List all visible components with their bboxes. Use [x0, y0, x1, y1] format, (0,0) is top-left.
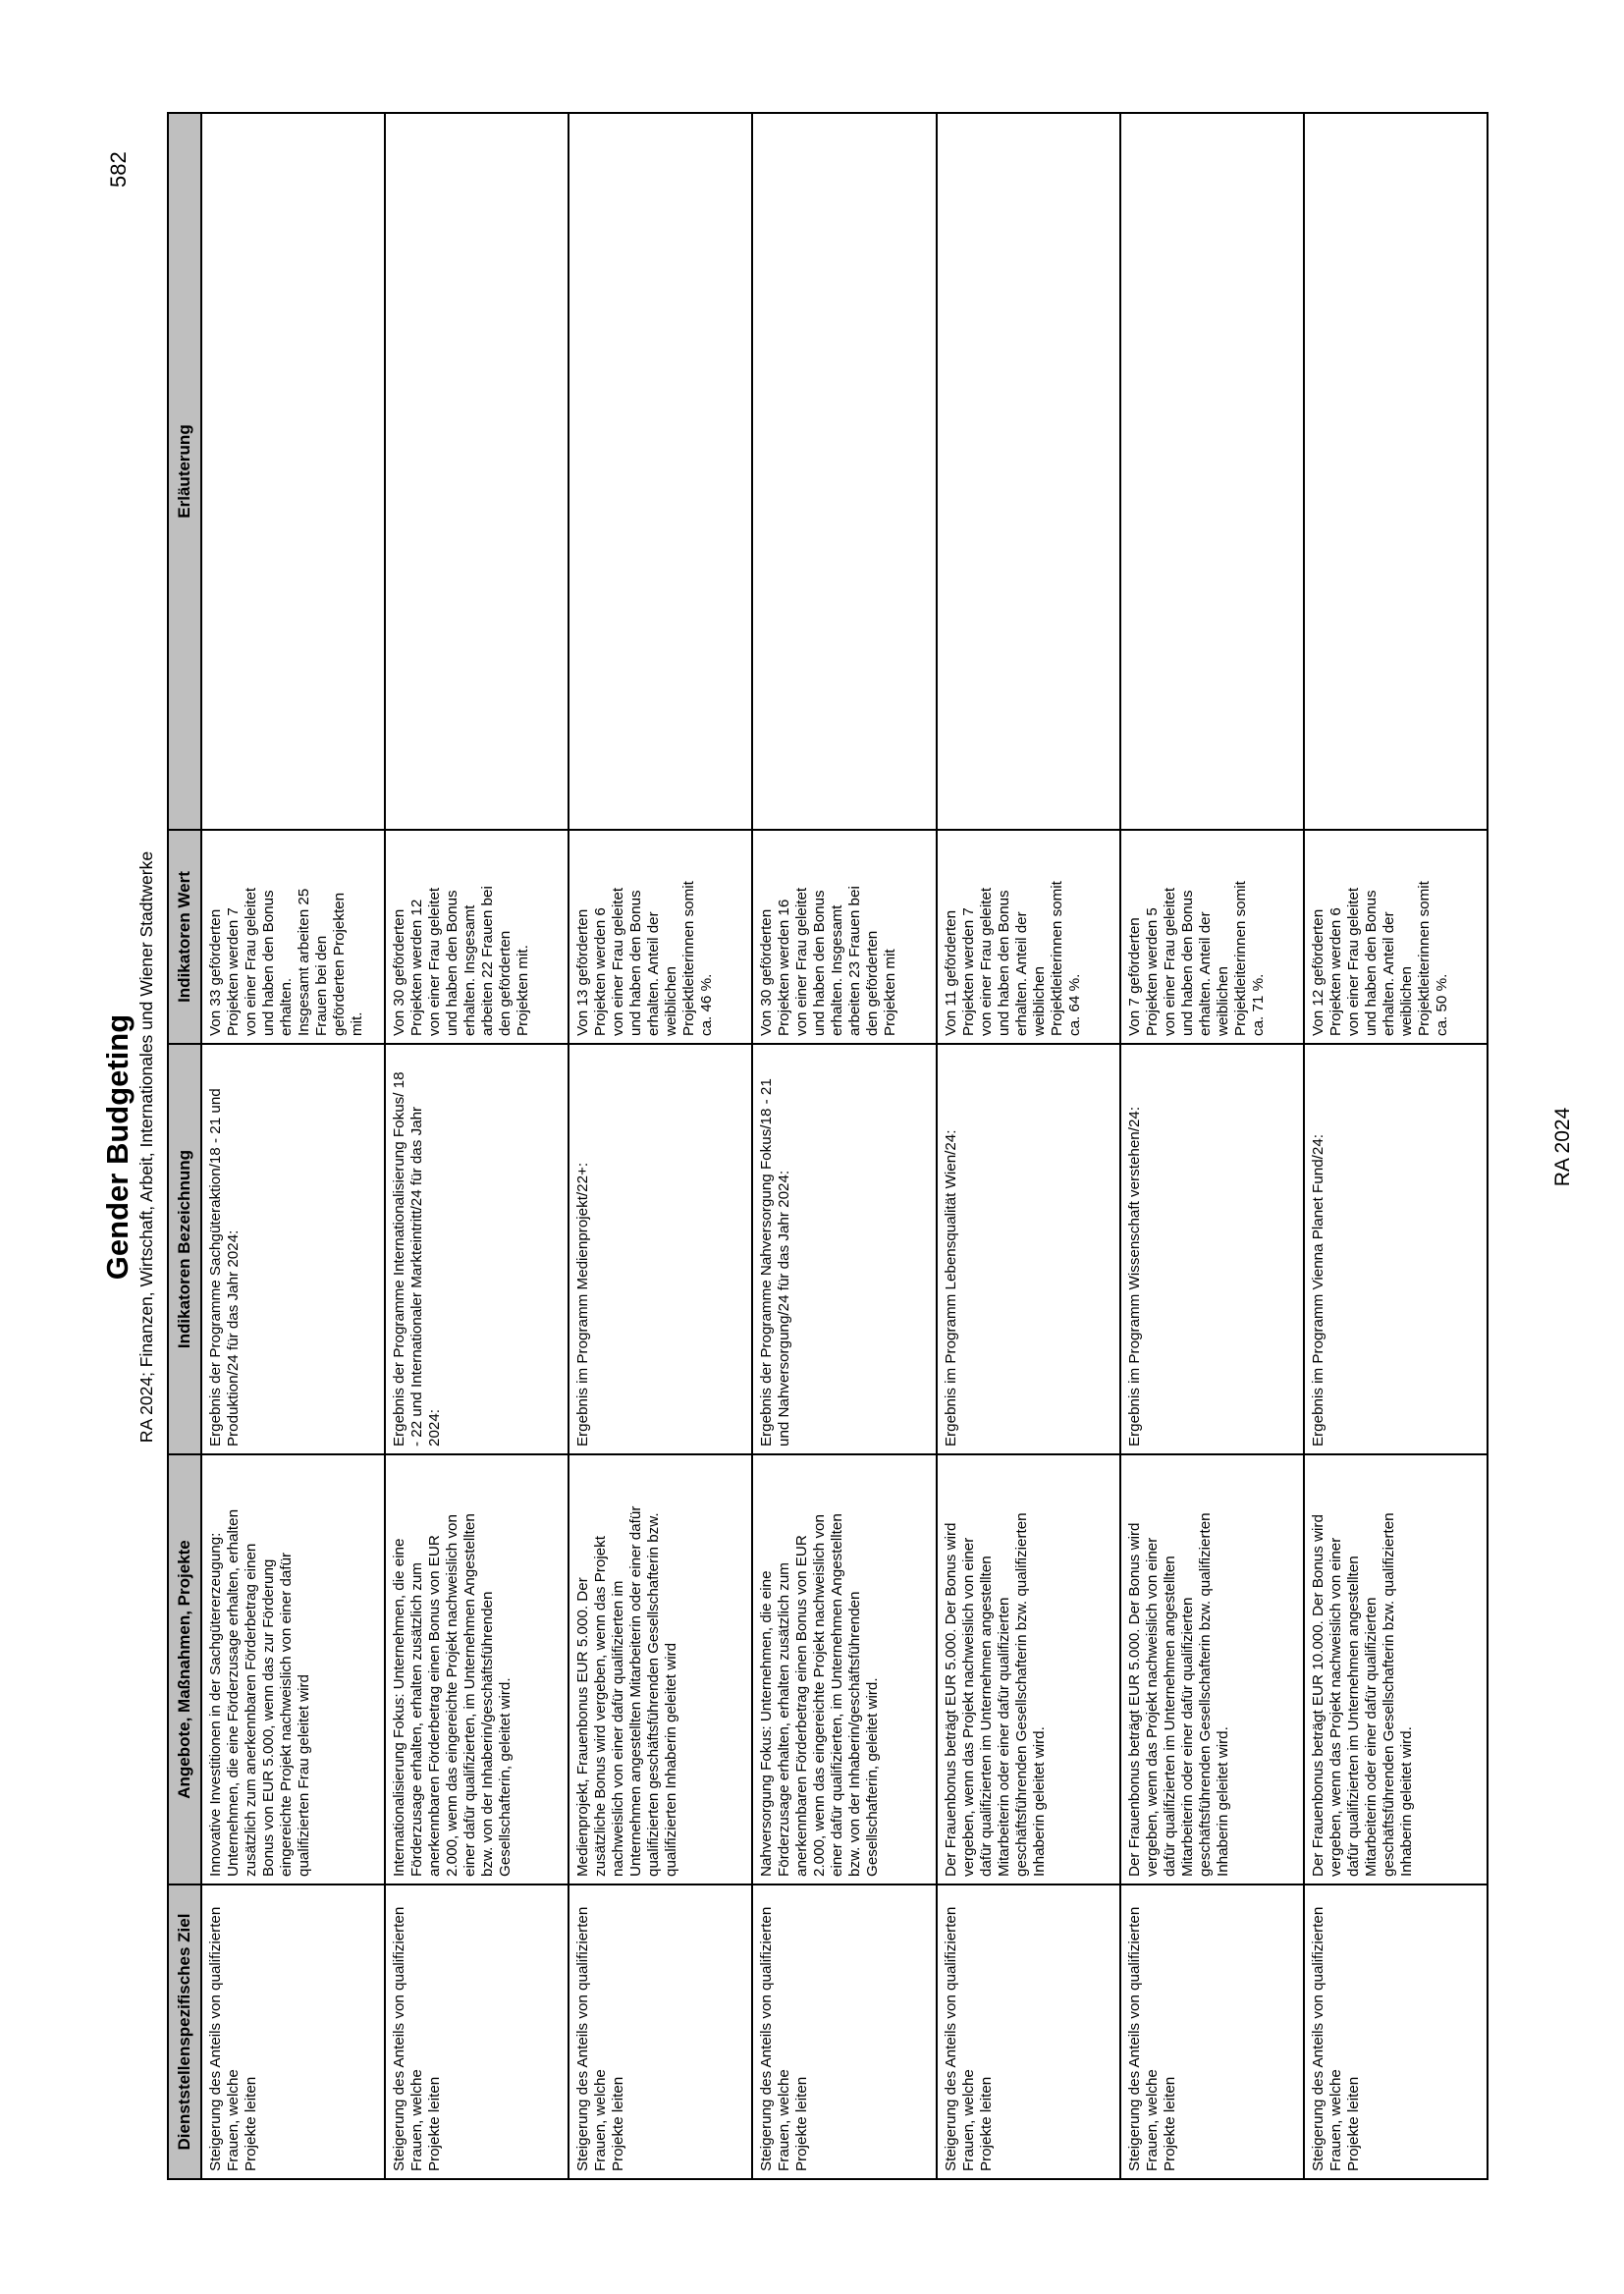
cell-angebote: Medienprojekt, Frauenbonus EUR 5.000. Der zusätzliche Bonus wird vergeben, wenn das Projekt nachweislich von einer dafür qualifizierten im Unternehmen angestellten Mitarbeiterin oder einer dafür qualifizierten geschäftsführenden Gesellschafterin bzw. qualifizierten Inhaberin geleitet wird — [568, 1454, 752, 1884]
cell-ziel: Steigerung des Anteils von qualifizierten Frauen, welche Projekte leiten — [937, 1884, 1120, 2179]
table-row — [1120, 113, 1304, 2179]
cell-angebote: Internationalisierung Fokus: Unternehmen, die eine Förderzusage erhalten, erhalten zusätzlich zum anerkennbaren Förderbetrag einen Bonus von EUR 2.000, wenn das eingereichte Projekt nachweislich von einer dafür qualifizierten, im Unternehmen Angestellten bzw. von der Inhaberin/geschäftsführenden Gesellschafterin, geleitet wird. — [385, 1454, 568, 1884]
cell-erlaeuterung — [937, 113, 1120, 830]
cell-angebote: Der Frauenbonus beträgt EUR 5.000. Der Bonus wird vergeben, wenn das Projekt nachweislich von einer dafür qualifizierten im Unternehmen angestellten Mitarbeiterin oder einer dafür qualifizierten geschäftsführenden Gesellschafterin bzw. qualifizierten Inhaberin geleitet wird. — [1120, 1454, 1304, 1884]
table-row — [1304, 113, 1488, 2179]
cell-erlaeuterung — [568, 113, 752, 830]
cell-wert: Von 12 geförderten Projekten werden 6 von einer Frau geleitet und haben den Bonus erhalten. Anteil der weiblichen Projektleiterinnen somit ca. 50 %. — [1304, 830, 1488, 1044]
table-row — [568, 113, 752, 2179]
cell-angebote: Innovative Investitionen in der Sachgütererzeugung: Unternehmen, die eine Förderzusage erhalten, erhalten zusätzlich zum anerkennbaren Förderbetrag einen Bonus von EUR 5.000, wenn das zur Förderung eingereichte Projekt nachweislich von einer dafür qualifizierten Frau geleitet wird — [201, 1454, 385, 1884]
cell-bezeichnung: Ergebnis im Programm Lebensqualität Wien/24: — [937, 1044, 1120, 1454]
document-subtitle: RA 2024; Finanzen, Wirtschaft, Arbeit, Internationales und Wiener Stadtwerke — [136, 850, 156, 1444]
gender-budgeting-table — [167, 112, 1489, 2180]
cell-erlaeuterung — [1304, 113, 1488, 830]
cell-bezeichnung: Ergebnis im Programm Medienprojekt/22+: — [568, 1044, 752, 1454]
cell-angebote: Nahversorgung Fokus: Unternehmen, die eine Förderzusage erhalten, erhalten zusätzlich zum anerkennbaren Förderbetrag einen Bonus von EUR 2.000, wenn das eingereichte Projekt nachweislich von einer dafür qualifizierten, im Unternehmen Angestellten bzw. von der Inhaberin/geschäftsführenden Gesellschafterin, geleitet wird. — [752, 1454, 936, 1884]
cell-ziel: Steigerung des Anteils von qualifizierten Frauen, welche Projekte leiten — [1304, 1884, 1488, 2179]
cell-wert: Von 13 geförderten Projekten werden 6 von einer Frau geleitet und haben den Bonus erhalten. Anteil der weiblichen Projektleiterinnen somit ca. 46 %. — [568, 830, 752, 1044]
cell-wert: Von 30 geförderten Projekten werden 12 von einer Frau geleitet und haben den Bonus erhalten. Insgesamt arbeiten 22 Frauen bei den geförderten Projekten mit. — [385, 830, 568, 1044]
table-row — [752, 113, 936, 2179]
cell-angebote: Der Frauenbonus beträgt EUR 5.000. Der Bonus wird vergeben, wenn das Projekt nachweislich von einer dafür qualifizierten im Unternehmen angestellten Mitarbeiterin oder einer dafür qualifizierten geschäftsführenden Gesellschafterin bzw. qualifizierten Inhaberin geleitet wird. — [937, 1454, 1120, 1884]
table-header-row — [168, 113, 201, 2179]
cell-bezeichnung: Ergebnis der Programme Nahversorgung Fokus/18 - 21 und Nahversorgung/24 für das Jahr 2024: — [752, 1044, 936, 1454]
column-header-wert: Indikatoren Wert — [168, 830, 201, 1044]
cell-angebote: Der Frauenbonus beträgt EUR 10.000. Der Bonus wird vergeben, wenn das Projekt nachweislich von einer dafür qualifizierten im Unternehmen angestellten Mitarbeiterin oder einer dafür qualifizierten geschäftsführenden Gesellschafterin bzw. qualifizierten Inhaberin geleitet wird. — [1304, 1454, 1488, 1884]
cell-wert: Von 30 geförderten Projekten werden 16 von einer Frau geleitet und haben den Bonus erhalten. Insgesamt arbeiten 23 Frauen bei den geförderten Projekten mit — [752, 830, 936, 1044]
cell-bezeichnung: Ergebnis im Programm Vienna Planet Fund/24: — [1304, 1044, 1488, 1454]
cell-wert: Von 33 geförderten Projekten werden 7 von einer Frau geleitet und haben den Bonus erhalten. Insgesamt arbeiten 25 Frauen bei den geförderten Projekten mit. — [201, 830, 385, 1044]
table-row — [385, 113, 568, 2179]
cell-wert: Von 11 geförderten Projekten werden 7 von einer Frau geleitet und haben den Bonus erhalten. Anteil der weiblichen Projektleiterinnen somit ca. 64 %. — [937, 830, 1120, 1044]
cell-erlaeuterung — [752, 113, 936, 830]
cell-bezeichnung: Ergebnis der Programme Sachgüteraktion/18 - 21 und Produktion/24 für das Jahr 2024: — [201, 1044, 385, 1454]
table-row — [937, 113, 1120, 2179]
table-row — [201, 113, 385, 2179]
document-header — [100, 0, 157, 2294]
cell-erlaeuterung — [385, 113, 568, 830]
cell-erlaeuterung — [1120, 113, 1304, 830]
document-title: Gender Budgeting — [100, 1013, 135, 1281]
cell-ziel: Steigerung des Anteils von qualifizierten Frauen, welche Projekte leiten — [568, 1884, 752, 2179]
cell-bezeichnung: Ergebnis im Programm Wissenschaft verstehen/24: — [1120, 1044, 1304, 1454]
page-footer: RA 2024 — [1551, 1107, 1574, 1187]
column-header-ziel: Dienststellenspezifisches Ziel — [168, 1884, 201, 2179]
cell-ziel: Steigerung des Anteils von qualifizierten Frauen, welche Projekte leiten — [201, 1884, 385, 2179]
cell-ziel: Steigerung des Anteils von qualifizierten Frauen, welche Projekte leiten — [752, 1884, 936, 2179]
column-header-angebote: Angebote, Maßnahmen, Projekte — [168, 1454, 201, 1884]
cell-bezeichnung: Ergebnis der Programme Internationalisierung Fokus/ 18 - 22 und Internationaler Markteintritt/24 für das Jahr 2024: — [385, 1044, 568, 1454]
cell-wert: Von 7 geförderten Projekten werden 5 von einer Frau geleitet und haben den Bonus erhalten. Anteil der weiblichen Projektleiterinnen somit ca. 71 %. — [1120, 830, 1304, 1044]
column-header-erlaeuterung: Erläuterung — [168, 113, 201, 830]
cell-ziel: Steigerung des Anteils von qualifizierten Frauen, welche Projekte leiten — [1120, 1884, 1304, 2179]
page-number: 582 — [106, 151, 131, 188]
cell-erlaeuterung — [201, 113, 385, 830]
column-header-bezeichnung: Indikatoren Bezeichnung — [168, 1044, 201, 1454]
cell-ziel: Steigerung des Anteils von qualifizierten Frauen, welche Projekte leiten — [385, 1884, 568, 2179]
